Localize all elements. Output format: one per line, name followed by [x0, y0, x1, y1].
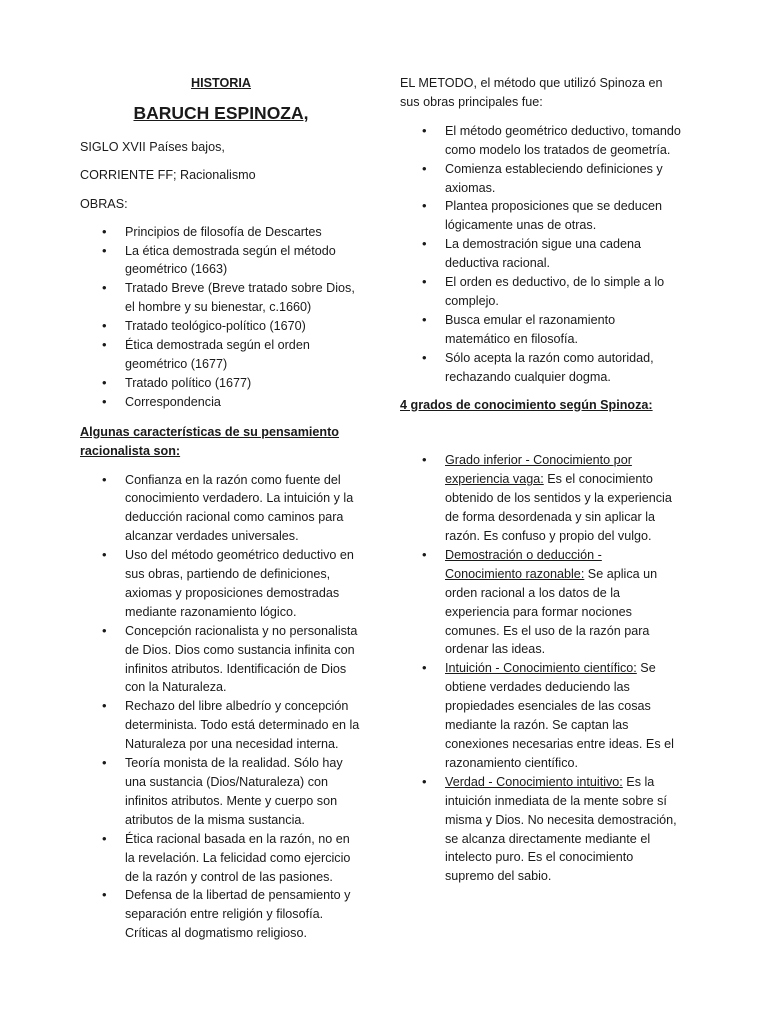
list-item: • Sólo acepta la razón como autoridad, rechazando cualquier dogma.: [400, 349, 682, 387]
list-item: • Ética racional basada en la razón, no en la revelación. La felicidad como ejercicio de la razón y control de las pasiones.: [80, 830, 362, 887]
right-column: [400, 0, 682, 886]
list-item: • Plantea proposiciones que se deducen lógicamente unas de otras.: [400, 197, 682, 235]
method-intro: EL METODO, el método que utilizó Spinoza en sus obras principales fue:: [400, 76, 663, 109]
document-title: BARUCH ESPINOZA,: [133, 102, 309, 123]
list-item: • Ética demostrada según el orden geométrico (1677): [80, 336, 362, 374]
section-label: HISTORIA: [191, 76, 251, 90]
list-item: • Correspondencia: [80, 393, 362, 412]
list-item: • Rechazo del libre albedrío y concepción determinista. Todo está determinado en la Naturaleza por una necesidad interna.: [80, 697, 362, 754]
list-item: • El orden es deductivo, de lo simple a lo complejo.: [400, 273, 682, 311]
grade-text: Es la intuición inmediata de la mente sobre sí misma y Dios. No necesita demostración, se alcanza directamente mediante el intelecto puro. Es el conocimiento supremo del sabio.: [445, 774, 677, 884]
list-item: [400, 773, 682, 886]
century-line: SIGLO XVII Países bajos,: [80, 139, 225, 154]
list-item: • Comienza estableciendo definiciones y axiomas.: [400, 160, 682, 198]
list-item: [400, 546, 682, 659]
grade-term: Demostración o deducción - Conocimiento razonable:: [445, 547, 602, 581]
method-list: [400, 122, 682, 387]
list-item: • Teoría monista de la realidad. Sólo hay una sustancia (Dios/Naturaleza) con infinitos atributos. Mente y cuerpo son atributos de la misma sustancia.: [80, 754, 362, 830]
grade-term: Intuición - Conocimiento científico:: [445, 661, 637, 676]
grade-text: Se aplica un orden racional a los datos de la experiencia para formar nociones comunes. Es el uso de la razón para ordenar las ideas.: [445, 566, 658, 657]
works-label: OBRAS:: [80, 196, 128, 211]
left-column: [80, 0, 362, 943]
list-item: • Busca emular el razonamiento matemático en filosofía.: [400, 311, 682, 349]
list-item: • Confianza en la razón como fuente del conocimiento verdadero. La intuición y la deducción racional como caminos para alcanzar verdades universales.: [80, 471, 362, 547]
list-item: • Tratado teológico-político (1670): [80, 317, 362, 336]
list-item: • Tratado político (1677): [80, 374, 362, 393]
list-item: • La demostración sigue una cadena deductiva racional.: [400, 235, 682, 273]
list-item: [400, 659, 682, 772]
characteristics-list: [80, 471, 362, 944]
list-item: • Concepción racionalista y no personalista de Dios. Dios como sustancia infinita con infinitos atributos. Identificación de Dios con la Naturaleza.: [80, 622, 362, 698]
list-item: • El método geométrico deductivo, tomando como modelo los tratados de geometría.: [400, 122, 682, 160]
grade-text: Se obtiene verdades deduciendo las propiedades esenciales de las cosas mediante la razón. Se captan las conexiones necesarias entre ideas. Es el razonamiento científico.: [445, 661, 674, 770]
list-item: • Uso del método geométrico deductivo en sus obras, partiendo de definiciones, axiomas y proposiciones demostradas mediante razonamiento lógico.: [80, 546, 362, 622]
grades-heading: 4 grados de conocimiento según Spinoza:: [400, 397, 653, 412]
list-item: • La ética demostrada según el método geométrico (1663): [80, 242, 362, 280]
list-item: [400, 451, 682, 546]
works-list: [80, 223, 362, 412]
grade-term: Grado inferior - Conocimiento por experiencia vaga:: [445, 453, 632, 487]
list-item: • Principios de filosofía de Descartes: [80, 223, 362, 242]
list-item: • Defensa de la libertad de pensamiento y separación entre religión y filosofía. Críticas al dogmatismo religioso.: [80, 886, 362, 943]
grade-text: Es el conocimiento obtenido de los sentidos y la experiencia de forma desordenada y sin aplicar la razón. Es confuso y propio del vulgo.: [445, 472, 672, 544]
current-line: CORRIENTE FF; Racionalismo: [80, 167, 256, 182]
grades-list: [400, 451, 682, 886]
characteristics-heading: Algunas características de su pensamiento racionalista son:: [80, 424, 339, 458]
list-item: • Tratado Breve (Breve tratado sobre Dios, el hombre y su bienestar, c.1660): [80, 279, 362, 317]
grade-term: Verdad - Conocimiento intuitivo:: [445, 774, 623, 789]
